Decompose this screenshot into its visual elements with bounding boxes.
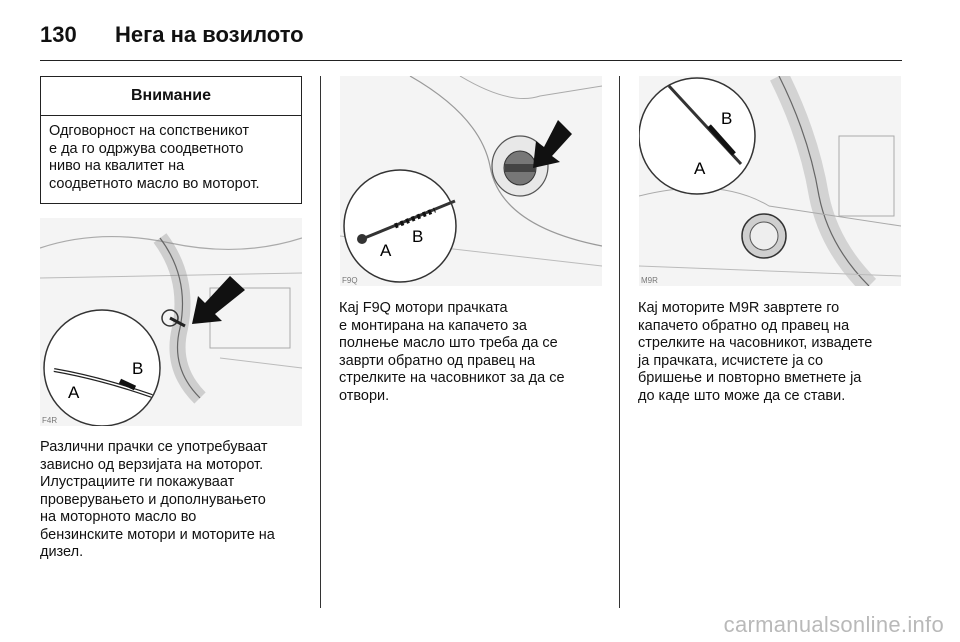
warning-text [41, 116, 301, 193]
text-line: ја прачката, исчистете ја со [638, 352, 824, 369]
column-2-text [339, 300, 611, 405]
text-line: капачето обратно од правец на [638, 317, 850, 334]
page-header [40, 14, 902, 54]
text-line: заврти обратно од правец на [339, 352, 536, 369]
column-divider [619, 76, 620, 608]
warning-line: е да го одржува соодветното [49, 140, 244, 157]
figure-code: M9R [641, 276, 658, 285]
text-line: отвори. [339, 387, 390, 404]
figure-code: F9Q [342, 276, 358, 285]
warning-line: Одговорност на сопственикот [49, 123, 250, 139]
watermark: carmanualsonline.info [723, 612, 944, 637]
figure-label-b: B [412, 227, 424, 246]
figure-f9q [340, 76, 602, 286]
figure-f4r [40, 218, 302, 426]
engine-illustration [340, 76, 602, 286]
warning-line: ниво на квалитет на [49, 158, 185, 174]
text-line: дизел. [40, 544, 84, 560]
figure-code: F4R [42, 416, 58, 425]
column-1-text [40, 439, 310, 562]
warning-box [40, 76, 302, 204]
warning-line: соодветното масло во моторот. [49, 175, 260, 192]
figure-m9r [639, 76, 901, 286]
figure-label-b: B [721, 109, 733, 128]
text-line: стрелките на часовникот, извадете [638, 335, 873, 351]
text-line: зависно од верзијата на моторот. [40, 456, 264, 473]
engine-illustration [639, 76, 901, 286]
column-3-text [638, 300, 910, 405]
text-line: проверувањето и дополнувањето [40, 491, 266, 508]
text-line: Кај моторите M9R завртете го [638, 300, 840, 316]
figure-label-a: A [68, 383, 80, 402]
chapter-title: Нега на возилото [115, 22, 304, 47]
text-line: бришење и повторно вметнете ја [638, 370, 862, 386]
figure-label-a: A [380, 241, 392, 260]
page-number: 130 [40, 22, 77, 47]
text-line: на моторното масло во [40, 509, 197, 525]
text-line: Илустрациите ги покажуваат [40, 474, 235, 490]
text-line: бензинските мотори и моторите на [40, 526, 275, 543]
warning-title: Внимание [41, 77, 301, 116]
text-line: стрелките на часовникот за да се [339, 370, 565, 386]
engine-illustration [40, 218, 302, 426]
text-line: Различни прачки се употребуваат [40, 439, 268, 455]
figure-label-a: A [694, 159, 706, 178]
header-rule [40, 60, 902, 61]
text-line: Кај F9Q мотори прачката [339, 300, 508, 316]
text-line: е монтирана на капачето за [339, 317, 527, 334]
figure-label-b: B [132, 359, 144, 378]
text-line: полнење масло што треба да се [339, 335, 558, 351]
text-line: до каде што може да се стави. [638, 387, 846, 404]
column-divider [320, 76, 321, 608]
